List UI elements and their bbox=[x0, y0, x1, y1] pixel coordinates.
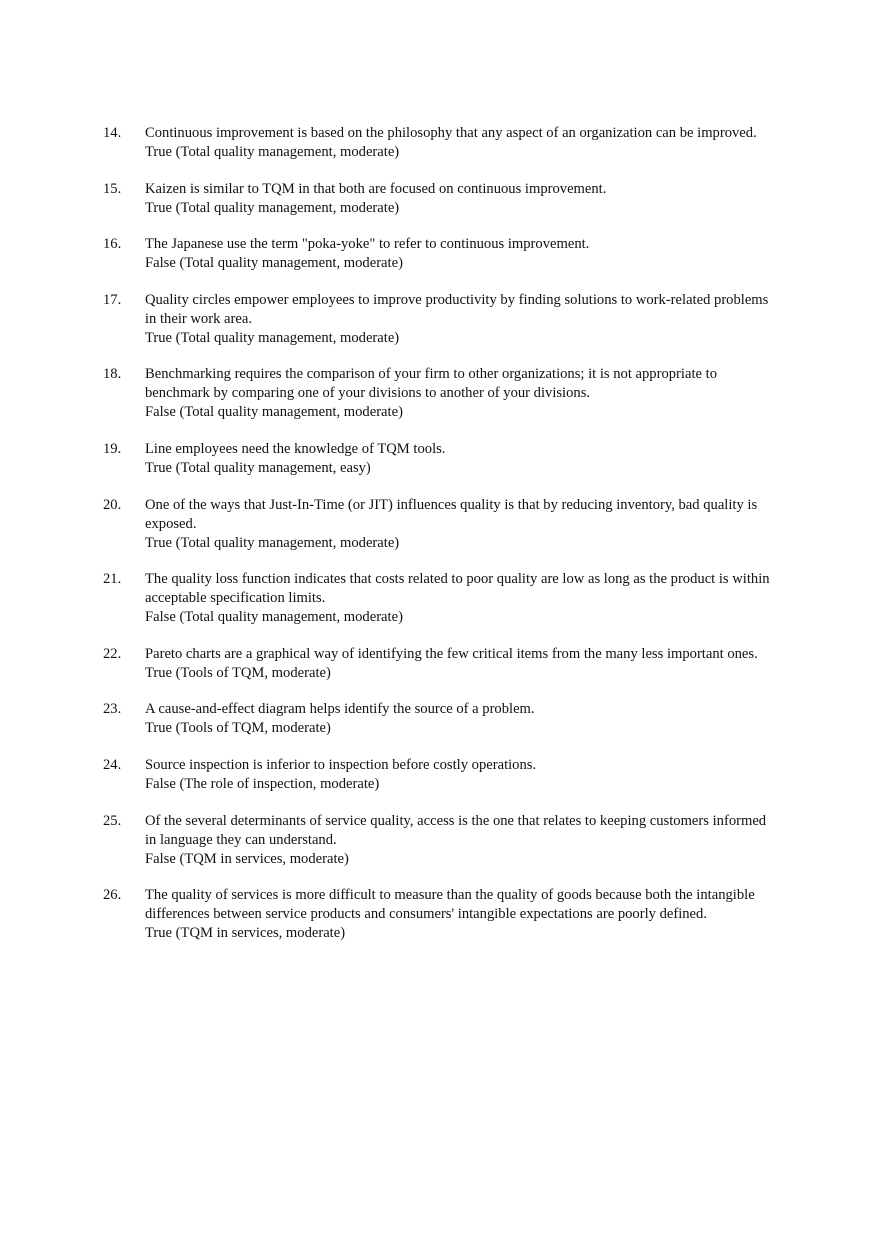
question-number: 22. bbox=[103, 645, 122, 662]
question-item bbox=[0, 645, 880, 683]
question-number: 17. bbox=[103, 291, 122, 308]
question-text: Line employees need the knowledge of TQM tools. bbox=[145, 440, 446, 457]
question-body bbox=[145, 180, 777, 218]
question-answer: False (TQM in services, moderate) bbox=[145, 850, 349, 867]
question-number: 14. bbox=[103, 125, 122, 141]
question-answer: False (Total quality management, moderate) bbox=[145, 609, 403, 626]
question-body bbox=[145, 645, 777, 683]
question-number: 20. bbox=[103, 496, 122, 513]
question-answer: True (Total quality management, easy) bbox=[145, 459, 371, 476]
question-item bbox=[0, 291, 880, 348]
question-item bbox=[0, 496, 880, 553]
question-item bbox=[0, 124, 880, 162]
question-number: 15. bbox=[103, 180, 122, 197]
question-body bbox=[145, 756, 777, 794]
question-item bbox=[0, 570, 880, 627]
question-answer: True (Total quality management, moderate) bbox=[145, 329, 400, 346]
question-body bbox=[145, 812, 777, 869]
question-number: 16. bbox=[103, 236, 122, 253]
question-text: Continuous improvement is based on the philosophy that any aspect of an organization can be improved. bbox=[145, 125, 757, 141]
question-item bbox=[0, 365, 880, 422]
question-text: The Japanese use the term "poka-yoke" to refer to continuous improvement. bbox=[145, 236, 590, 253]
question-text: Benchmarking requires the comparison of your firm to other organizations; it is not appropriate to benchmark by comparing one of your divisions to another of your divisions. bbox=[145, 366, 717, 402]
question-answer: False (The role of inspection, moderate) bbox=[145, 775, 380, 792]
question-answer: False (Total quality management, moderate) bbox=[145, 404, 403, 421]
question-answer: True (Tools of TQM, moderate) bbox=[145, 664, 331, 681]
question-body bbox=[145, 886, 777, 943]
question-answer: False (Total quality management, moderate) bbox=[145, 255, 403, 272]
question-text: The quality of services is more difficult to measure than the quality of goods because both the intangible differences between service products and consumers' intangible expectations are poorly defined. bbox=[145, 887, 755, 923]
question-text: The quality loss function indicates that costs related to poor quality are low as long as the product is within acceptable specification limits. bbox=[145, 571, 770, 607]
question-answer: True (Tools of TQM, moderate) bbox=[145, 720, 331, 737]
question-number: 26. bbox=[103, 887, 122, 904]
question-text: Kaizen is similar to TQM in that both are focused on continuous improvement. bbox=[145, 180, 607, 197]
question-answer: True (Total quality management, moderate) bbox=[145, 144, 400, 160]
question-body bbox=[145, 496, 777, 553]
question-number: 25. bbox=[103, 812, 122, 829]
question-item bbox=[0, 812, 880, 869]
question-item bbox=[0, 756, 880, 794]
question-text: Of the several determinants of service quality, access is the one that relates to keeping customers informed in language they can understand. bbox=[145, 812, 767, 848]
question-body bbox=[145, 365, 777, 422]
question-number: 24. bbox=[103, 756, 122, 773]
question-item bbox=[0, 235, 880, 273]
question-item bbox=[0, 440, 880, 478]
question-body bbox=[145, 440, 777, 478]
question-body bbox=[145, 291, 777, 348]
question-text: Quality circles empower employees to improve productivity by finding solutions to work-related problems in their work area. bbox=[145, 291, 769, 327]
question-body bbox=[145, 124, 777, 162]
question-list bbox=[0, 124, 880, 961]
question-text: Pareto charts are a graphical way of identifying the few critical items from the many less important ones. bbox=[145, 645, 758, 662]
question-answer: True (Total quality management, moderate) bbox=[145, 199, 400, 216]
question-item bbox=[0, 180, 880, 218]
question-answer: True (Total quality management, moderate) bbox=[145, 534, 400, 551]
question-text: Source inspection is inferior to inspection before costly operations. bbox=[145, 756, 537, 773]
question-number: 21. bbox=[103, 571, 122, 588]
question-text: A cause-and-effect diagram helps identify the source of a problem. bbox=[145, 701, 535, 718]
question-text: One of the ways that Just-In-Time (or JIT) influences quality is that by reducing inventory, bad quality is exposed. bbox=[145, 496, 758, 532]
question-item bbox=[0, 886, 880, 943]
question-number: 19. bbox=[103, 440, 122, 457]
question-answer: True (TQM in services, moderate) bbox=[145, 925, 346, 942]
question-number: 23. bbox=[103, 701, 122, 718]
question-body bbox=[145, 570, 777, 627]
question-item bbox=[0, 700, 880, 738]
question-number: 18. bbox=[103, 366, 122, 383]
question-body bbox=[145, 700, 777, 738]
question-body bbox=[145, 235, 777, 273]
